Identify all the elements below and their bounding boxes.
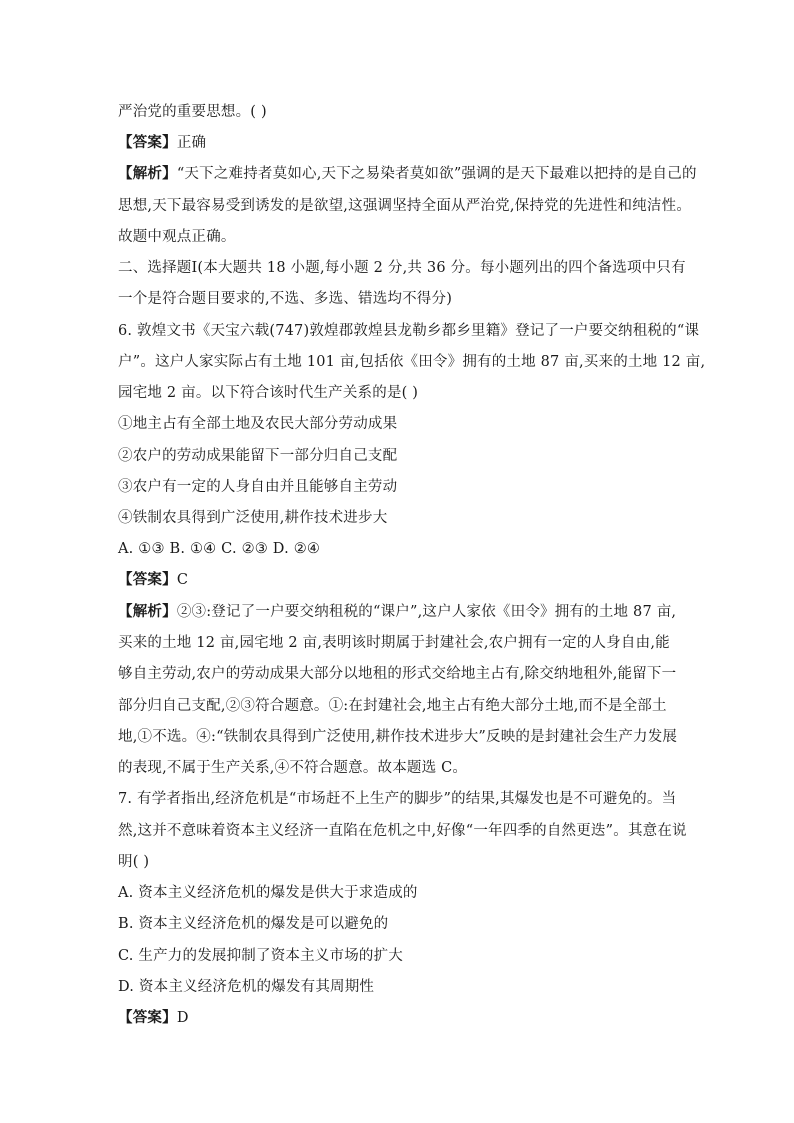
answer-tag: 【答案】 [118, 134, 177, 151]
statement-line: ④铁制农具得到广泛使用,耕作技术进步大 [118, 510, 388, 526]
answer-line [118, 570, 688, 590]
answer-tag: 【答案】 [118, 1009, 177, 1026]
text-line: 够自主劳动,农户的劳动成果大部分以地租的形式交给地主占有,除交纳地租外,能留下一 [118, 666, 677, 682]
answer-text: D [176, 1010, 189, 1026]
options-line: A. ①③ B. ①④ C. ②③ D. ②④ [118, 541, 321, 557]
text-line: 严治党的重要思想。( ) [118, 104, 267, 120]
analysis-tag: 【解析】 [118, 603, 177, 620]
text-line: 地,①不选。④:“铁制农具得到广泛使用,耕作技术进步大”反映的是封建社会生产力发展 [118, 729, 678, 745]
statement-line: ②农户的劳动成果能留下一部分归自己支配 [118, 448, 398, 464]
question-line: 明( ) [118, 854, 150, 870]
analysis-line [118, 164, 697, 184]
text-line: 买来的土地 12 亩,园宅地 2 亩,表明该时期属于封建社会,农户拥有一定的人身自由,能 [118, 635, 670, 651]
text-line: 思想,天下最容易受到诱发的是欲望,这强调坚持全面从严治党,保持党的先进性和纯洁性。 [118, 198, 692, 214]
option-d: D. 资本主义经济危机的爆发有其周期性 [118, 979, 375, 995]
option-c: C. 生产力的发展抑制了资本主义市场的扩大 [118, 948, 403, 964]
analysis-line [118, 602, 688, 622]
analysis-tag: 【解析】 [118, 165, 177, 182]
statement-line: ①地主占有全部土地及农民大部分劳动成果 [118, 416, 398, 432]
answer-line [118, 1008, 688, 1028]
text-line: 的表现,不属于生产关系,④不符合题意。故本题选 C。 [118, 760, 468, 776]
answer-text: C [176, 572, 189, 588]
analysis-text: “天下之难持者莫如心,天下之易染者莫如欲”强调的是天下最难以把持的是自己的 [176, 166, 697, 182]
question-line: 7. 有学者指出,经济危机是“市场赶不上生产的脚步”的结果,其爆发也是不可避免的。当 [118, 791, 677, 807]
question-line: 6. 敦煌文书《天宝六载(747)敦煌郡敦煌县龙勒乡都乡里籍》登记了一户要交纳租税的“课 [118, 323, 700, 339]
question-line: 园宅地 2 亩。以下符合该时代生产关系的是( ) [118, 385, 419, 401]
statement-line: ③农户有一定的人身自由并且能够自主劳动 [118, 479, 398, 495]
section-heading: 二、选择题Ⅰ(本大题共 18 小题,每小题 2 分,共 36 分。每小题列出的四个备选项中只有 [118, 260, 686, 276]
answer-tag: 【答案】 [118, 571, 177, 588]
question-line: 户”。这户人家实际占有土地 101 亩,包括依《田令》拥有的土地 87 亩,买来的土地 12 亩, [118, 354, 706, 370]
text-line: 一个是符合题目要求的,不选、多选、错选均不得分) [118, 291, 453, 307]
answer-line [118, 133, 688, 153]
analysis-text: ②③:登记了一户要交纳租税的“课户”,这户人家依《田令》拥有的土地 87 亩, [176, 604, 677, 620]
option-b: B. 资本主义经济危机的爆发是可以避免的 [118, 916, 389, 932]
question-line: 然,这并不意味着资本主义经济一直陷在危机之中,好像“一年四季的自然更迭”。其意在说 [118, 823, 687, 839]
option-a: A. 资本主义经济危机的爆发是供大于求造成的 [118, 885, 418, 901]
answer-text: 正确 [176, 135, 207, 151]
text-line: 故题中观点正确。 [118, 229, 236, 245]
text-line: 部分归自己支配,②③符合题意。①:在封建社会,地主占有绝大部分土地,而不是全部土 [118, 698, 667, 714]
